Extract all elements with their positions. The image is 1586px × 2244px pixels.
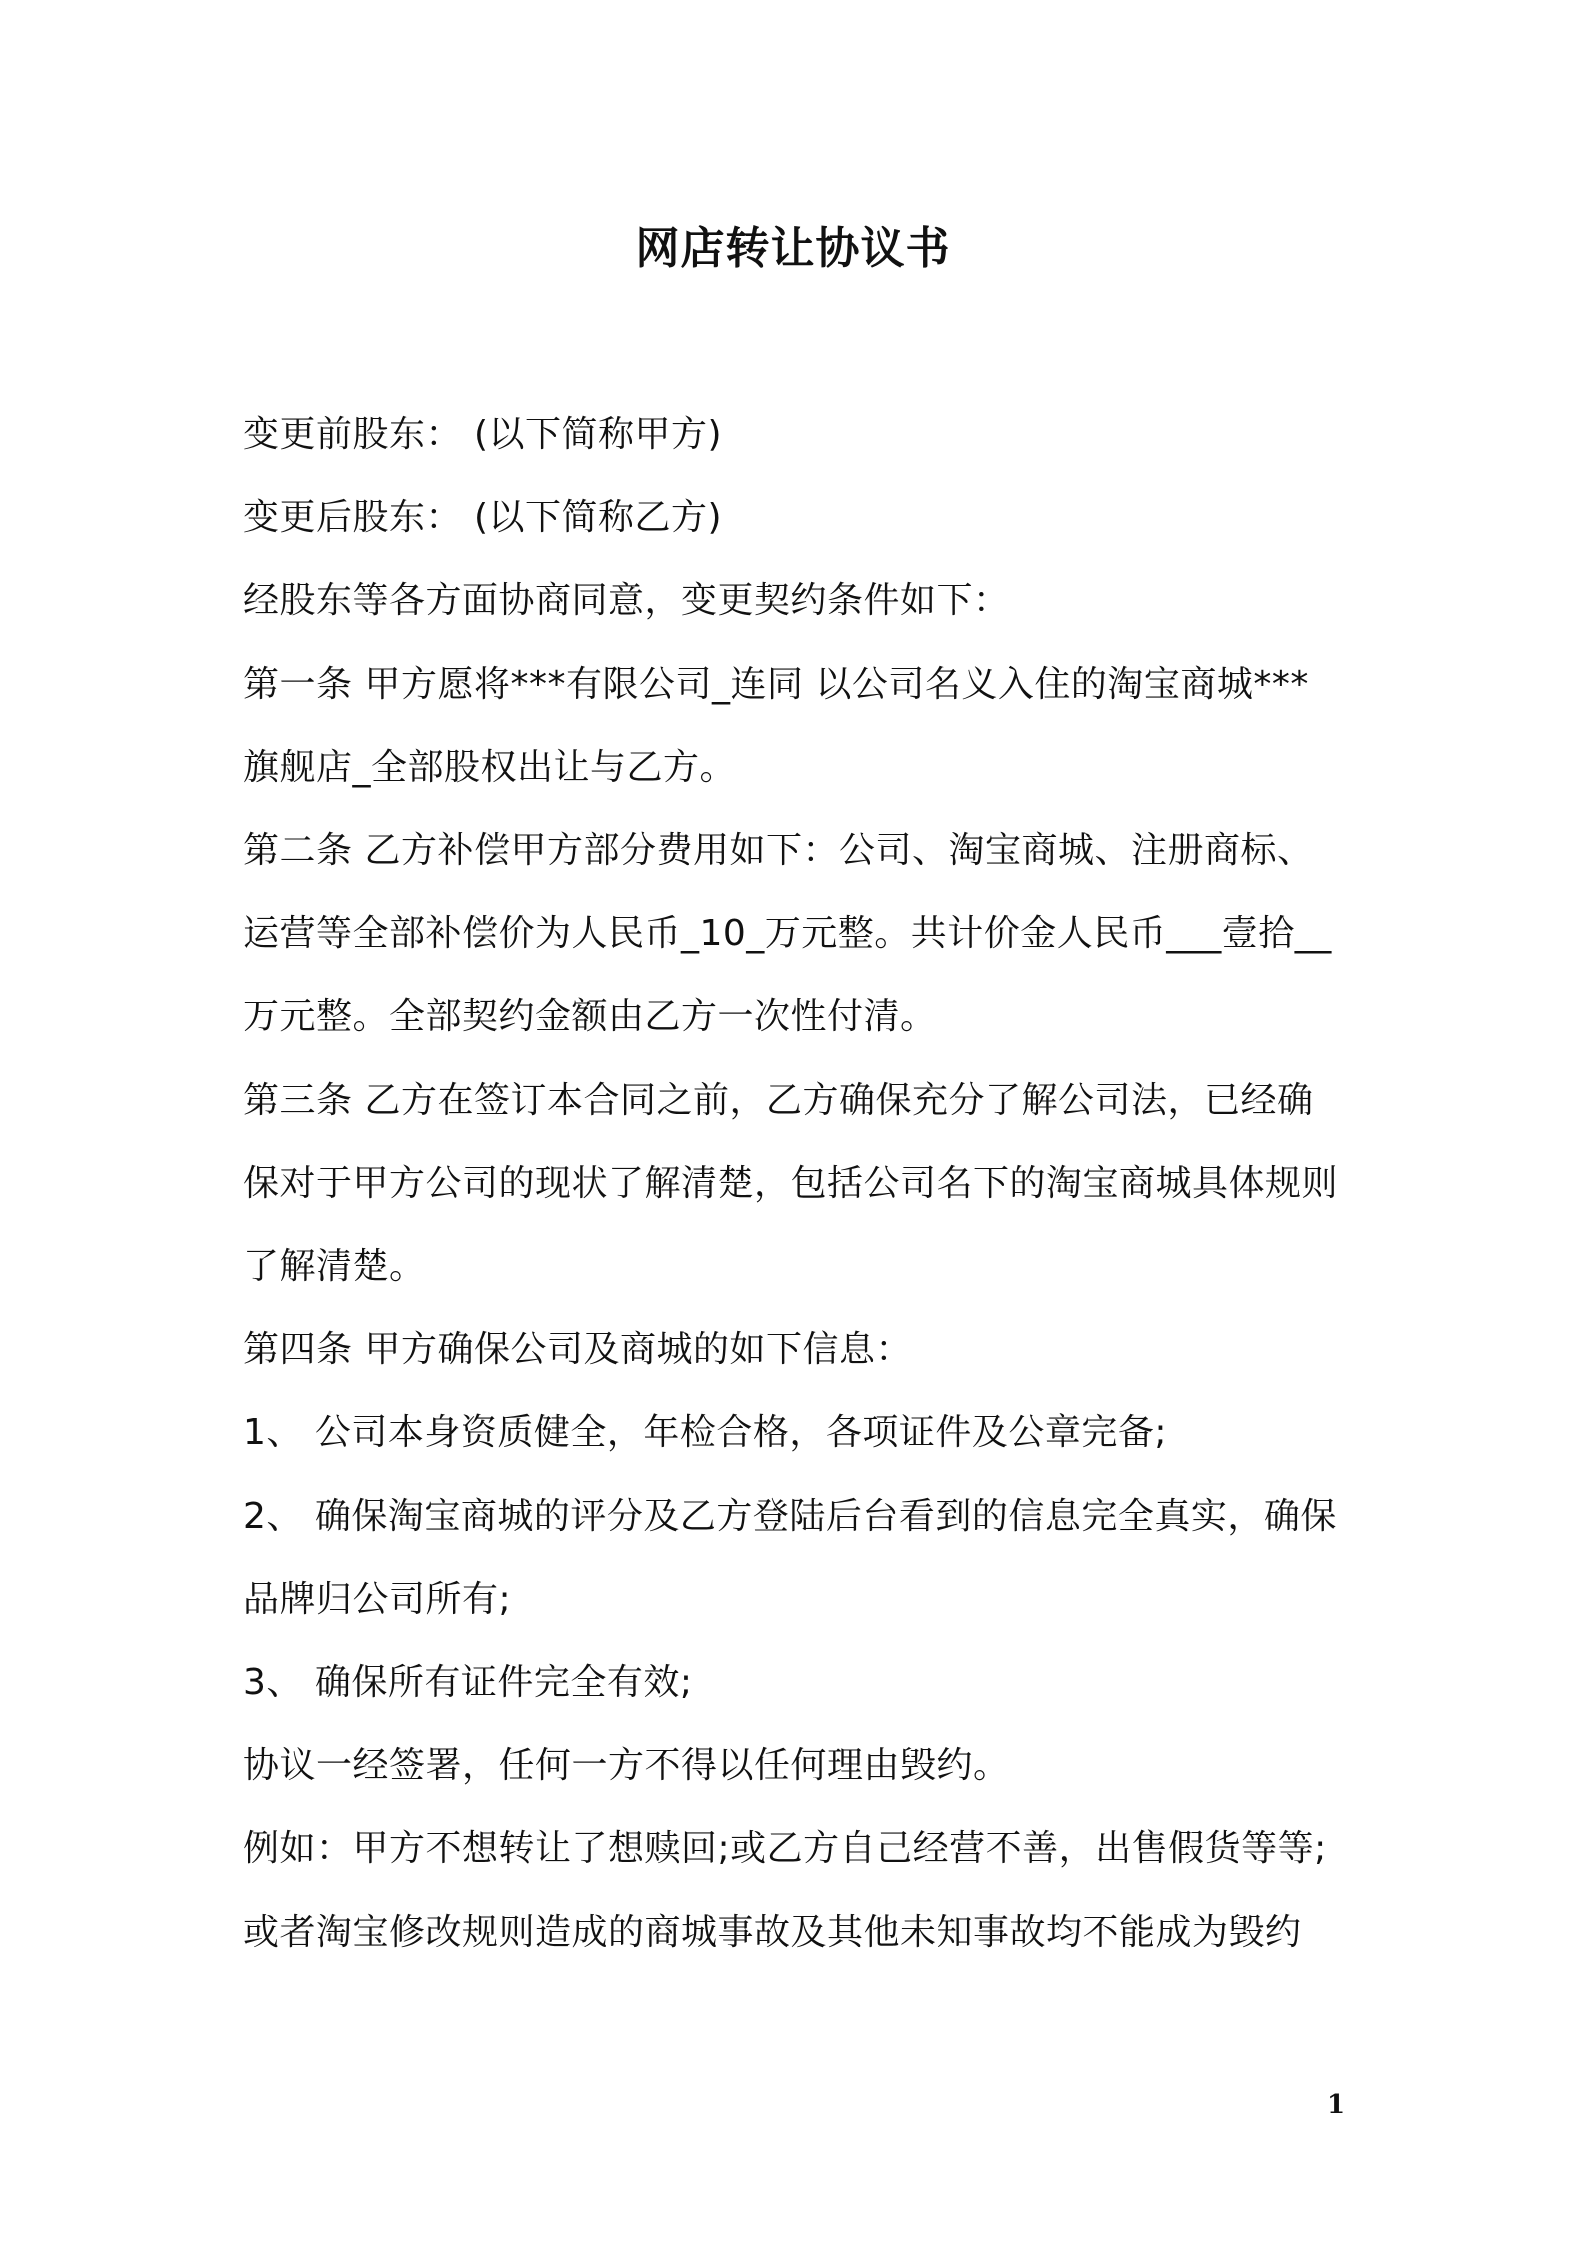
line-article-3: 第三条 乙方在签订本合同之前，乙方确保充分了解公司法，已经确 [243, 1080, 1314, 1121]
list-item-2-cont: 品牌归公司所有; [243, 1579, 512, 1620]
line-examples-cont: 或者淘宝修改规则造成的商城事故及其他未知事故均不能成为毁约 [243, 1912, 1302, 1953]
line-article-3-cont: 保对于甲方公司的现状了解清楚，包括公司名下的淘宝商城具体规则 [243, 1163, 1339, 1204]
line-examples: 例如：甲方不想转让了想赎回;或乙方自己经营不善，出售假货等等; [243, 1828, 1327, 1869]
line-article-3-cont: 了解清楚。 [243, 1246, 426, 1287]
page-number: 1 [1327, 2090, 1346, 2120]
line-article-4: 第四条 甲方确保公司及商城的如下信息： [243, 1329, 912, 1370]
line-article-2-cont: 万元整。全部契约金额由乙方一次性付清。 [243, 996, 937, 1037]
line-previous-shareholder: 变更前股东： (以下简称甲方) [243, 414, 723, 455]
line-no-breach: 协议一经签署，任何一方不得以任何理由毁约。 [243, 1745, 1010, 1786]
line-article-1-cont: 旗舰店_全部股权出让与乙方。 [243, 747, 737, 788]
line-agreement-intro: 经股东等各方面协商同意，变更契约条件如下： [243, 580, 1010, 621]
line-article-2: 第二条 乙方补偿甲方部分费用如下：公司、淘宝商城、注册商标、 [243, 830, 1314, 871]
list-item-2: 2、 确保淘宝商城的评分及乙方登陆后台看到的信息完全真实，确保 [243, 1496, 1337, 1537]
line-article-1: 第一条 甲方愿将***有限公司_连同 以公司名义入住的淘宝商城*** [243, 664, 1309, 705]
list-item-3: 3、 确保所有证件完全有效; [243, 1662, 693, 1703]
list-item-1: 1、 公司本身资质健全，年检合格，各项证件及公章完备; [243, 1412, 1167, 1453]
document-title: 网店转让协议书 [635, 223, 951, 274]
line-article-2-cont: 运营等全部补偿价为人民币_10_万元整。共计价金人民币___壹拾__ [243, 913, 1332, 954]
line-new-shareholder: 变更后股东： (以下简称乙方) [243, 497, 723, 538]
